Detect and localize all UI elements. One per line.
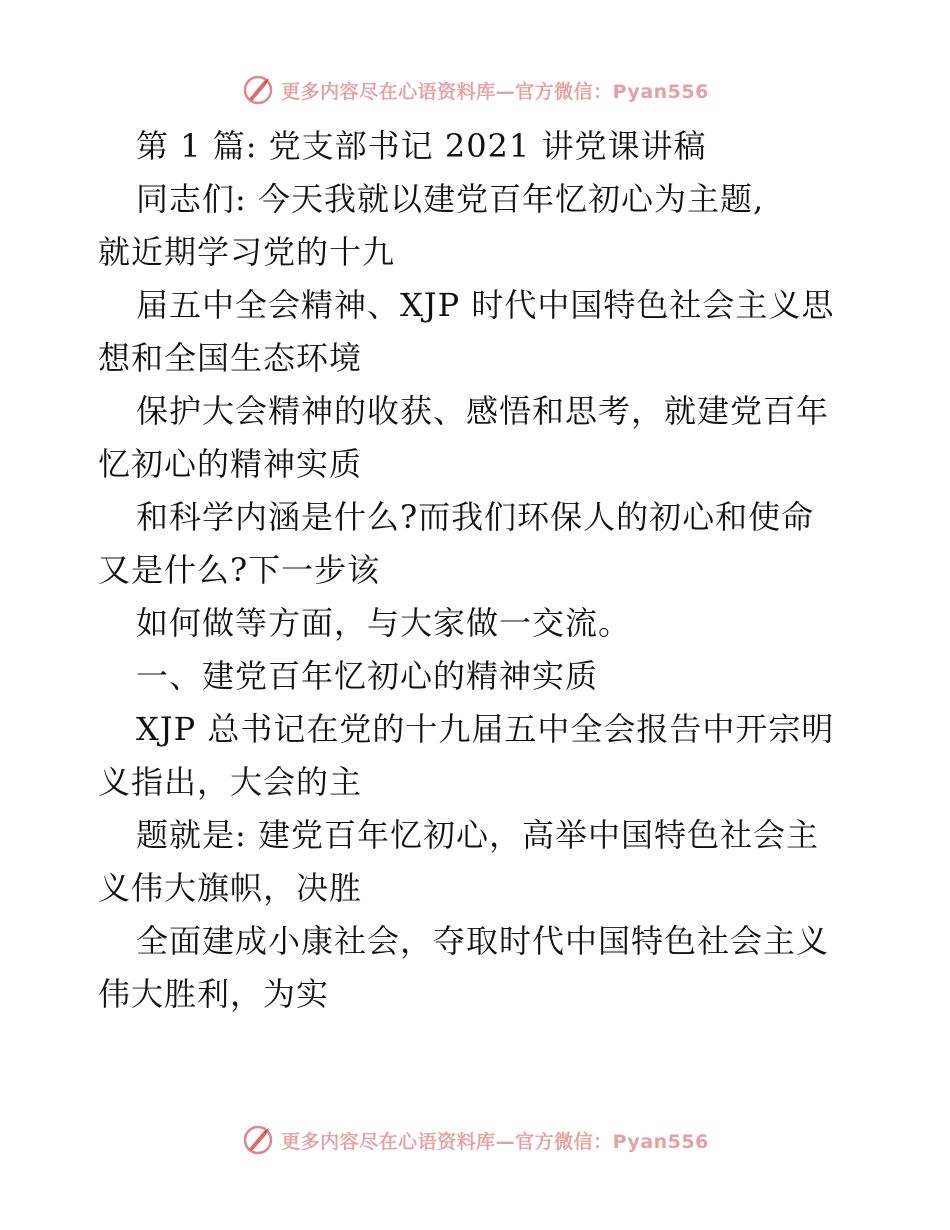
text-line: 题就是: 建党百年忆初心，高举中国特色社会主 <box>136 816 819 854</box>
text-line: 和科学内涵是什么?而我们环保人的初心和使命 <box>136 498 815 536</box>
text-line: 忆初心的精神实质 <box>98 445 363 483</box>
text-line: 第 1 篇: 党支部书记 2021 讲党课讲稿 <box>136 127 707 165</box>
text-line: 如何做等方面，与大家做一交流。 <box>136 604 632 642</box>
watermark-text: 更多内容尽在心语资料库—官方微信：Pyan556 <box>281 80 709 103</box>
text-line: 伟大胜利，为实 <box>98 975 330 1013</box>
text-line: XJP 总书记在党的十九届五中全会报告中开宗明 <box>136 710 835 748</box>
feather-pen-logo-icon <box>241 73 275 107</box>
text-line: 全面建成小康社会，夺取时代中国特色社会主义 <box>136 922 830 960</box>
text-line: 同志们: 今天我就以建党百年忆初心为主题, <box>136 180 765 218</box>
text-line: 届五中全会精神、XJP 时代中国特色社会主义思 <box>136 286 835 324</box>
text-line: 就近期学习党的十九 <box>98 233 396 271</box>
text-line: 义指出，大会的主 <box>98 763 363 801</box>
document-body <box>98 120 858 1021</box>
watermark-text: 更多内容尽在心语资料库—官方微信：Pyan556 <box>281 1130 709 1153</box>
text-line: 想和全国生态环境 <box>98 339 363 377</box>
watermark-header <box>0 70 950 110</box>
text-line: 又是什么?下一步该 <box>98 551 381 589</box>
text-line: 一、建党百年忆初心的精神实质 <box>136 657 599 695</box>
text-line: 义伟大旗帜，决胜 <box>98 869 363 907</box>
watermark-footer <box>0 1120 950 1160</box>
feather-pen-logo-icon <box>241 1123 275 1157</box>
text-line: 保护大会精神的收获、感悟和思考，就建党百年 <box>136 392 830 430</box>
